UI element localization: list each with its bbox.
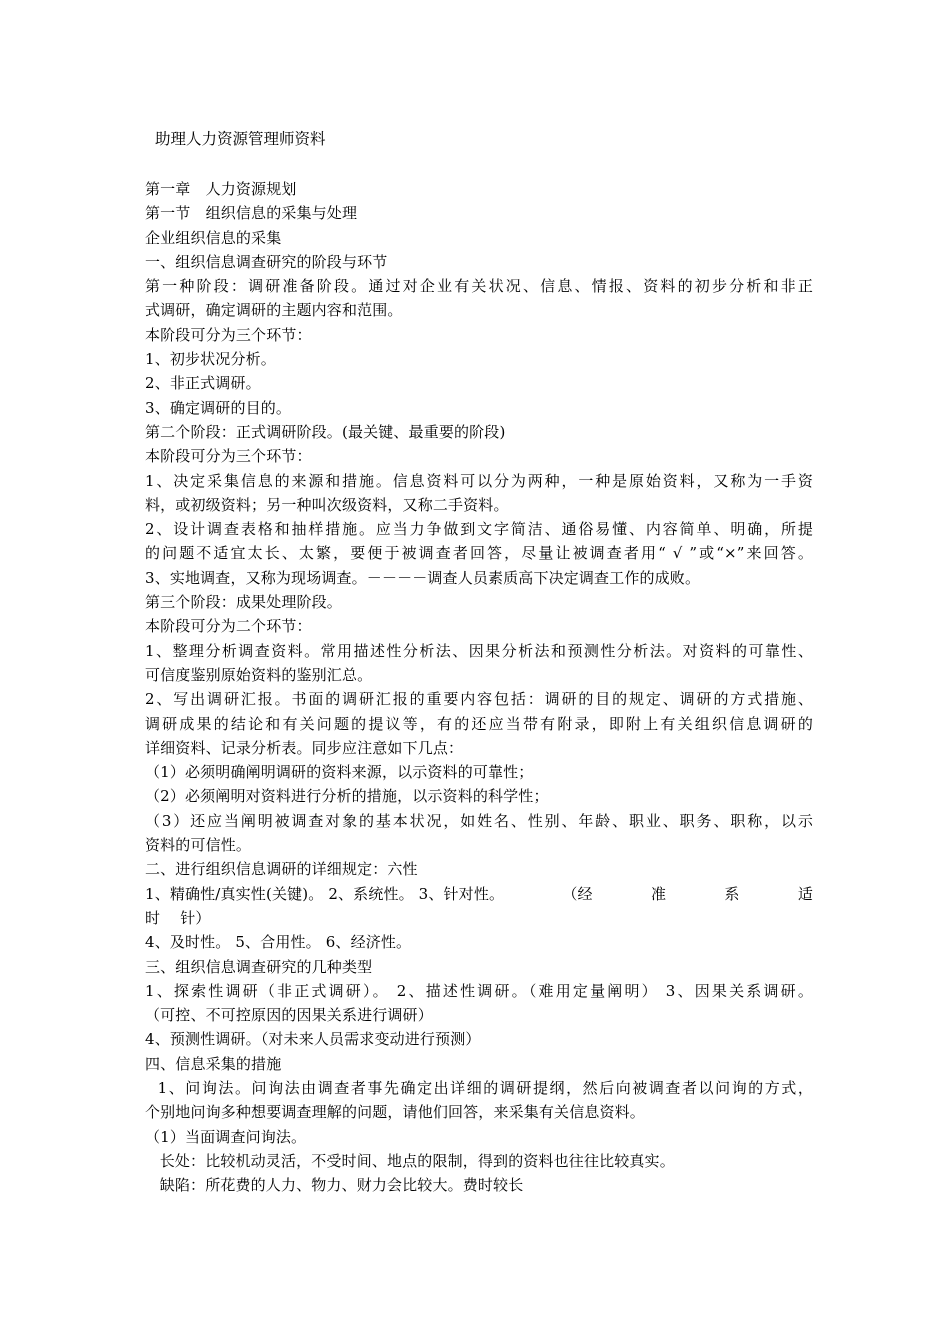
text-line: 第二个阶段：正式调研阶段。(最关键、最重要的阶段) xyxy=(145,422,506,441)
text-line: 1、初步状况分析。 xyxy=(145,350,276,369)
text-line: 4、及时性。 5、合用性。 6、经济性。 xyxy=(145,933,412,952)
text-line: 调研成果的结论和有关问题的提议等，有的还应当带有附录，即附上有关组织信息调研的 xyxy=(145,714,813,733)
text-line-spaced xyxy=(145,882,813,906)
document-title: 助理人力资源管理师资料 xyxy=(155,130,326,148)
text-fragment: 适 xyxy=(797,884,813,903)
text-line: 1、问询法。问询法由调查者事先确定出详细的调研提纲，然后向被调查者以问询的方式， xyxy=(145,1078,813,1097)
text-fragment: 准 xyxy=(650,884,667,903)
text-fragment: 系 xyxy=(724,884,740,903)
text-line: 一、组织信息调查研究的阶段与环节 xyxy=(145,252,388,271)
text-line: 缺陷：所花费的人力、物力、财力会比较大。费时较长 xyxy=(145,1176,524,1195)
text-line: 二、进行组织信息调研的详细规定：六性 xyxy=(145,860,418,879)
text-line: 详细资料、记录分析表。同步应注意如下几点： xyxy=(145,738,464,757)
text-line: （1）当面调查问询法。 xyxy=(145,1127,307,1146)
text-line: 时 针） xyxy=(145,908,211,927)
text-line: （可控、不可控原因的因果关系进行调研） xyxy=(145,1006,433,1025)
text-line: 可信度鉴别原始资料的鉴别汇总。 xyxy=(145,665,373,684)
text-line: 三、组织信息调查研究的几种类型 xyxy=(145,957,373,976)
document-body xyxy=(145,177,813,1197)
section-heading: 第一节 组织信息的采集与处理 xyxy=(145,204,358,223)
text-line: 第一种阶段：调研准备阶段。通过对企业有关状况、信息、情报、资料的初步分析和非正 xyxy=(145,277,813,296)
text-line: 资料的可信性。 xyxy=(145,836,252,855)
text-line: 4、预测性调研。（对未来人员需求变动进行预测） xyxy=(145,1030,481,1049)
text-line: 式调研，确定调研的主题内容和范围。 xyxy=(145,301,403,320)
text-line: 本阶段可分为三个环节： xyxy=(145,447,312,466)
text-line: （3）还应当阐明被调查对象的基本状况，如姓名、性别、年龄、职业、职务、职称，以示 xyxy=(145,811,813,830)
text-line: 2、设计调查表格和抽样措施。应当力争做到文字简洁、通俗易懂、内容简单、明确，所提 xyxy=(145,520,813,539)
text-line: 3、实地调查，又称为现场调查。－－－－调查人员素质高下决定调查工作的成败。 xyxy=(145,568,701,587)
chapter-heading: 第一章 人力资源规划 xyxy=(145,180,297,198)
text-line: 料，或初级资料；另一种叫次级资料，又称二手资料。 xyxy=(145,495,509,514)
text-line: （1）必须明确阐明调研的资料来源，以示资料的可靠性； xyxy=(145,763,534,782)
text-line: 1、整理分析调查资料。常用描述性分析法、因果分析法和预测性分析法。对资料的可靠性、 xyxy=(145,641,813,660)
subsection-heading: 企业组织信息的采集 xyxy=(145,228,282,247)
text-line: 的问题不适宜太长、太繁，要便于被调查者回答，尽量让被调查者用“ √ ”或“×”来回答。 xyxy=(145,544,813,563)
text-line: 第三个阶段：成果处理阶段。 xyxy=(145,593,342,612)
text-line: 2、写出调研汇报。书面的调研汇报的重要内容包括：调研的目的规定、调研的方式措施、 xyxy=(145,690,813,709)
text-line: 3、确定调研的目的。 xyxy=(145,398,292,417)
text-line: 1、探索性调研（非正式调研）。 2、描述性调研。（难用定量阐明） 3、因果关系调研。 xyxy=(145,981,813,1000)
text-line: 长处：比较机动灵活，不受时间、地点的限制，得到的资料也往往比较真实。 xyxy=(145,1151,675,1170)
text-line: （2）必须阐明对资料进行分析的措施，以示资料的科学性； xyxy=(145,787,549,806)
text-line: 四、信息采集的措施 xyxy=(145,1054,282,1073)
text-fragment: （经 xyxy=(562,884,593,903)
text-line: 本阶段可分为三个环节： xyxy=(145,325,312,344)
text-line: 本阶段可分为二个环节： xyxy=(145,617,312,636)
text-line: 1、决定采集信息的来源和措施。信息资料可以分为两种，一种是原始资料，又称为一手资 xyxy=(145,471,813,490)
text-line: 个别地问询多种想要调查理解的问题，请他们回答，来采集有关信息资料。 xyxy=(145,1103,645,1122)
text-fragment: 1、精确性/真实性(关键)。 2、系统性。 3、针对性。 xyxy=(145,884,505,903)
text-line: 2、非正式调研。 xyxy=(145,374,261,393)
